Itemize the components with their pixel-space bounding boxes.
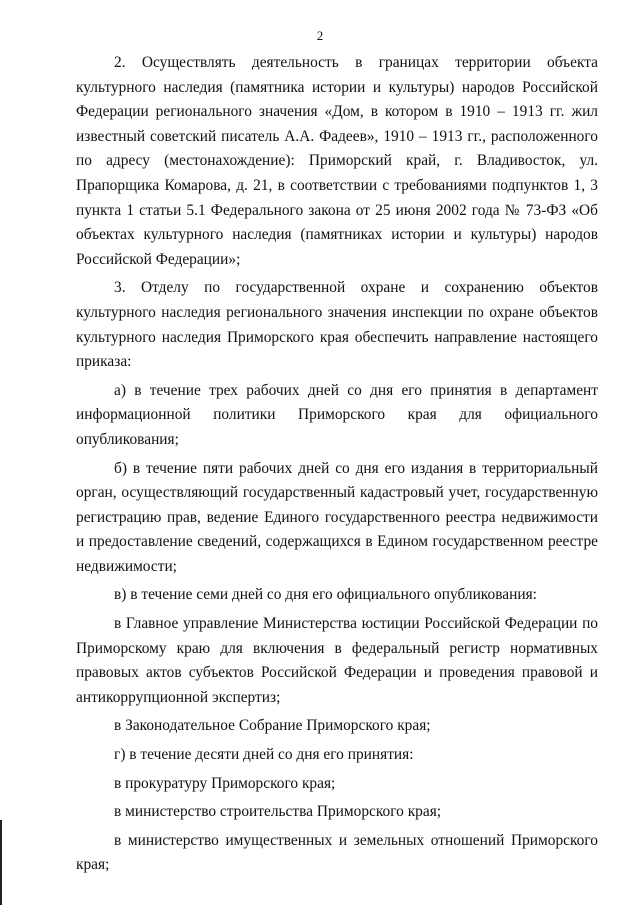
recipient-property-ministry: в министерство имущественных и земельных отношений Приморского края;: [76, 831, 598, 874]
recipient-justice-ministry: в Главное управление Министерства юстиции Российской Федерации по Приморскому краю для включения в федеральный регистр нормативных правовых актов субъектов Российской Федерации и проведения правовой и антикоррупционной экспертиз;: [76, 615, 598, 706]
subparagraph-g: г) в течение десяти дней со дня его принятия:: [114, 746, 414, 764]
subparagraph-b: б) в течение пяти рабочих дней со дня его издания в территориальный орган, осуществляющий государственный кадастровый учет, государственную регистрацию прав, ведение Единого государственного реестра недвижимости и предоставление сведений, содержащихся в Едином государственном реестре недвижимости;: [76, 459, 598, 575]
subparagraph-a: а) в течение трех рабочих дней со дня его принятия в департамент информационной политики Приморского края для официального опубликования;: [76, 381, 598, 448]
subparagraph-v: в) в течение семи дней со дня его официального опубликования:: [114, 586, 537, 604]
scan-edge-mark: [0, 820, 2, 905]
paragraph-item-2: 2. Осуществлять деятельность в границах территории объекта культурного наследия (памятника истории и культуры) народов Российской Федерации регионального значения «Дом, в котором в 1910 – 1913 гг. жил известный советский писатель А.А. Фадеев», 1910 – 1913 гг., расположенного по адресу (местонахождение): Приморский край, г. Владивосток, ул. Прапорщика Комарова, д. 21, в соответствии с требованиями подпунктов 1, 3 пункта 1 статьи 5.1 Федерального закона от 25 июня 2002 года № 73-ФЗ «Об объектах культурного наследия (памятниках истории и культуры) народов Российской Федерации»;: [76, 54, 598, 268]
document-body: [76, 51, 598, 882]
recipient-construction-ministry: в министерство строительства Приморского края;: [114, 803, 442, 821]
recipient-prosecutor: в прокуратуру Приморского края;: [114, 774, 336, 792]
paragraph-item-3: 3. Отделу по государственной охране и сохранению объектов культурного наследия регионального значения инспекции по охране объектов культурного наследия Приморского края обеспечить направление настоящего приказа:: [76, 279, 598, 371]
page-number: 2: [316, 28, 324, 43]
recipient-legislative-assembly: в Законодательное Собрание Приморского края;: [114, 717, 431, 735]
